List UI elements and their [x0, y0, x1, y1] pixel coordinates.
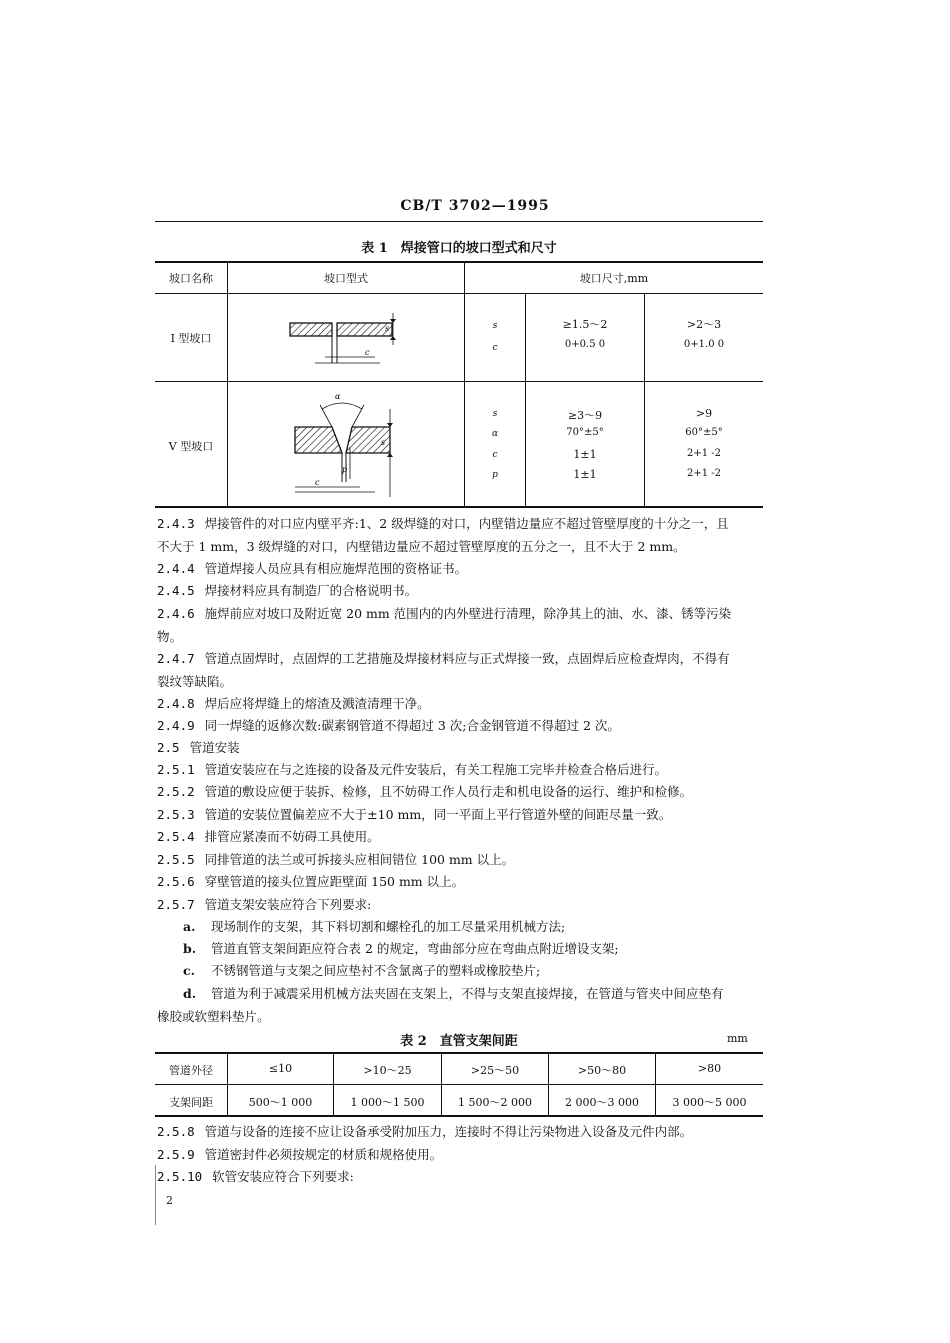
t2-diameter-3: >25～50 [470, 1064, 520, 1077]
svg-text:s: s [385, 324, 390, 333]
v-groove-diagram [290, 387, 410, 502]
row-v-alpha-large: 60°±5° [685, 427, 723, 438]
table2-unit: mm [727, 1032, 748, 1045]
row-v-c-small: 1±1 [573, 448, 597, 461]
t2-header-diameter: 管道外径 [169, 1064, 213, 1077]
row-v-alpha-small: 70°±5° [566, 427, 604, 438]
i-groove-diagram [285, 305, 405, 371]
t2-spacing-2: 1 000～1 500 [350, 1096, 425, 1109]
row-i-param-c: c [492, 343, 498, 353]
row-v-c-large: 2+1 -2 [686, 448, 722, 459]
svg-text:s: s [381, 438, 386, 447]
clause-2-4-3: 2.4.3 焊接管件的对口应内壁平齐:1、2 级焊缝的对口，内壁错边量应不超过管壁厚度的十分之一，且 不大于 1 mm，3 级焊缝的对口，内壁错边量应不超过管壁厚度的五分之一，且不大于 2 mm。 [157, 516, 729, 554]
row-v-s-large: >9 [695, 407, 713, 420]
document-code: CB/T 3702—1995 [400, 198, 550, 214]
row-v-p-small: 1±1 [573, 468, 597, 481]
clause-2-4-5: 2.4.5 焊接材料应具有制造厂的合格说明书。 [157, 583, 418, 598]
clause-2-5-3: 2.5.3 管道的安装位置偏差应不大于±10 mm，同一平面上平行管道外壁的间距尽量一致。 [157, 807, 672, 822]
svg-text:α: α [335, 392, 341, 401]
row-v-param-c: c [492, 450, 498, 460]
row-i-c-small: 0+0.5 0 [564, 339, 606, 350]
subitem-b: b. 管道直管支架间距应符合表 2 的规定，弯曲部分应在弯曲点附近增设支架; [183, 941, 619, 956]
row-v-param-s: s [492, 409, 498, 419]
row-i-param-s: s [492, 321, 498, 331]
clause-2-5-8: 2.5.8 管道与设备的连接不应让设备承受附加压力，连接时不得让污染物进入设备及元件内部。 [157, 1124, 693, 1139]
t2-spacing-5: 3 000～5 000 [672, 1096, 747, 1109]
t2-header-spacing: 支架间距 [169, 1096, 213, 1109]
clause-2-5-6: 2.5.6 穿壁管道的接头位置应距壁面 150 mm 以上。 [157, 874, 465, 889]
svg-text:c: c [365, 348, 370, 357]
row-v-param-p: p [492, 470, 498, 480]
header-groove-form: 坡口型式 [324, 272, 368, 285]
table1-caption: 表 1 焊接管口的坡口型式和尺寸 [361, 241, 557, 256]
row-v-groove-name: V 型坡口 [168, 440, 214, 453]
header-rule [155, 221, 763, 222]
clause-2-5-1: 2.5.1 管道安装应在与之连接的设备及元件安装后，有关工程施工完毕并检查合格后进行。 [157, 762, 668, 777]
row-i-groove-name: I 型坡口 [170, 332, 212, 345]
t2-spacing-3: 1 500～2 000 [458, 1096, 532, 1109]
clause-2-4-9: 2.4.9 同一焊缝的返修次数:碳素钢管道不得超过 3 次;合金钢管道不得超过 2 次。 [157, 718, 620, 733]
t2-diameter-4: >50～80 [577, 1064, 627, 1077]
clause-2-5-5: 2.5.5 同排管道的法兰或可拆接头应相间错位 100 mm 以上。 [157, 852, 515, 867]
subitem-d: d. 管道为利于减震采用机械方法夹固在支架上，不得与支架直接焊接，在管道与管夹中间应垫有 橡胶或软塑料垫片。 [157, 986, 724, 1024]
row-i-c-large: 0+1.0 0 [683, 339, 725, 350]
svg-text:c: c [315, 478, 320, 487]
t2-diameter-2: >10～25 [363, 1064, 412, 1077]
t2-spacing-4: 2 000～3 000 [565, 1096, 639, 1109]
clause-2-4-4: 2.4.4 管道焊接人员应具有相应施焊范围的资格证书。 [157, 561, 468, 576]
header-groove-name: 坡口名称 [169, 272, 213, 285]
row-v-param-alpha: α [491, 429, 499, 439]
row-v-p-large: 2+1 -2 [686, 468, 722, 479]
subitem-a: a. 现场制作的支架，其下料切割和螺栓孔的加工尽量采用机械方法; [183, 919, 566, 934]
svg-text:p: p [342, 465, 348, 474]
table2-caption: 表 2 直管支架间距 [400, 1034, 518, 1049]
t2-diameter-5: >80 [697, 1062, 722, 1075]
header-groove-dims: 坡口尺寸,mm [579, 272, 649, 285]
t2-diameter-1: ≤10 [268, 1062, 293, 1075]
row-i-s-large: >2～3 [686, 318, 722, 331]
page-number: 2 [166, 1194, 173, 1207]
clause-2-4-6: 2.4.6 施焊前应对坡口及附近宽 20 mm 范围内的内外壁进行清理，除净其上的油、水、漆、锈等污染 物。 [157, 606, 732, 644]
clause-2-5-9: 2.5.9 管道密封件必须按规定的材质和规格使用。 [157, 1147, 443, 1162]
table1 [155, 261, 763, 508]
subitem-c: c. 不锈钢管道与支架之间应垫衬不含氯离子的塑料或橡胶垫片; [183, 963, 541, 978]
clause-2-5-7: 2.5.7 管道支架安装应符合下列要求: [157, 897, 372, 912]
t2-spacing-1: 500～1 000 [248, 1096, 313, 1109]
clause-2-5: 2.5 管道安装 [157, 740, 240, 755]
table2 [155, 1052, 763, 1117]
clause-2-5-4: 2.5.4 排管应紧凑而不妨碍工具使用。 [157, 829, 380, 844]
margin-rule [155, 1165, 156, 1225]
row-i-s-small: ≥1.5～2 [562, 318, 608, 331]
row-v-s-small: ≥3～9 [567, 409, 603, 422]
clause-2-4-8: 2.4.8 焊后应将焊缝上的熔渣及溅渣清理干净。 [157, 696, 430, 711]
clause-2-5-2: 2.5.2 管道的敷设应便于装拆、检修，且不妨碍工作人员行走和机电设备的运行、维护和检修。 [157, 784, 693, 799]
clause-2-4-7: 2.4.7 管道点固焊时，点固焊的工艺措施及焊接材料应与正式焊接一致，点固焊后应检查焊肉，不得有 裂纹等缺陷。 [157, 651, 730, 689]
clause-2-5-10: 2.5.10 软管安装应符合下列要求: [157, 1169, 354, 1184]
